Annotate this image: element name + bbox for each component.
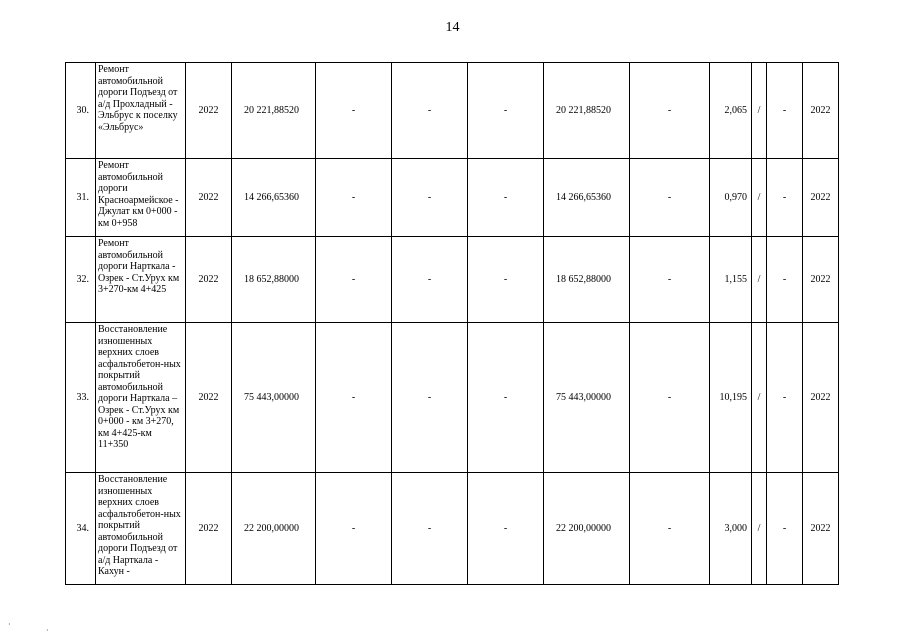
road-length-km-cell: 1,155 xyxy=(710,237,752,323)
road-name-cell: Восстановление изношенных верхних слоев асфальтобетон-ных покрытий автомобильной дороги Подъезд от а/д Нарткала - Кахун - xyxy=(96,473,186,585)
regional-amount-cell: 75 443,00000 xyxy=(544,323,630,473)
republic-funds-cell: - xyxy=(392,159,468,237)
table-body xyxy=(66,63,839,585)
republic-funds-cell: - xyxy=(392,63,468,159)
total-amount-cell: 22 200,00000 xyxy=(232,473,316,585)
start-year-cell: 2022 xyxy=(186,63,232,159)
local-funds-cell: - xyxy=(468,63,544,159)
republic-funds-cell: - xyxy=(392,473,468,585)
republic-funds-cell: - xyxy=(392,323,468,473)
end-year-cell: 2022 xyxy=(803,159,839,237)
row-number-cell: 34. xyxy=(66,473,96,585)
other-funds-cell: - xyxy=(630,63,710,159)
table-row xyxy=(66,323,839,473)
road-length-km-cell: 0,970 xyxy=(710,159,752,237)
total-amount-cell: 20 221,88520 xyxy=(232,63,316,159)
federal-funds-cell: - xyxy=(316,473,392,585)
other-funds-cell: - xyxy=(630,473,710,585)
extra-value-cell: - xyxy=(767,63,803,159)
extra-value-cell: - xyxy=(767,473,803,585)
road-name-cell: Ремонт автомобильной дороги Красноармейское - Джулат км 0+000 - км 0+958 xyxy=(96,159,186,237)
table-row xyxy=(66,237,839,323)
total-amount-cell: 75 443,00000 xyxy=(232,323,316,473)
row-number-cell: 31. xyxy=(66,159,96,237)
start-year-cell: 2022 xyxy=(186,473,232,585)
road-name-cell: Ремонт автомобильной дороги Подъезд от а/д Прохладный - Эльбрус к поселку «Эльбрус» xyxy=(96,63,186,159)
other-funds-cell: - xyxy=(630,159,710,237)
start-year-cell: 2022 xyxy=(186,159,232,237)
scan-dot: · xyxy=(46,626,49,635)
separator-cell: / xyxy=(752,63,767,159)
separator-cell: / xyxy=(752,159,767,237)
regional-amount-cell: 20 221,88520 xyxy=(544,63,630,159)
end-year-cell: 2022 xyxy=(803,323,839,473)
end-year-cell: 2022 xyxy=(803,473,839,585)
page-number: 14 xyxy=(445,20,460,35)
start-year-cell: 2022 xyxy=(186,323,232,473)
end-year-cell: 2022 xyxy=(803,63,839,159)
separator-cell: / xyxy=(752,473,767,585)
federal-funds-cell: - xyxy=(316,63,392,159)
republic-funds-cell: - xyxy=(392,237,468,323)
row-number-cell: 33. xyxy=(66,323,96,473)
local-funds-cell: - xyxy=(468,237,544,323)
total-amount-cell: 14 266,65360 xyxy=(232,159,316,237)
start-year-cell: 2022 xyxy=(186,237,232,323)
row-number-cell: 32. xyxy=(66,237,96,323)
separator-cell: / xyxy=(752,237,767,323)
separator-cell: / xyxy=(752,323,767,473)
extra-value-cell: - xyxy=(767,323,803,473)
local-funds-cell: - xyxy=(468,323,544,473)
table-row xyxy=(66,159,839,237)
regional-amount-cell: 22 200,00000 xyxy=(544,473,630,585)
local-funds-cell: - xyxy=(468,159,544,237)
other-funds-cell: - xyxy=(630,237,710,323)
federal-funds-cell: - xyxy=(316,237,392,323)
road-length-km-cell: 2,065 xyxy=(710,63,752,159)
end-year-cell: 2022 xyxy=(803,237,839,323)
table-row xyxy=(66,473,839,585)
federal-funds-cell: - xyxy=(316,323,392,473)
federal-funds-cell: - xyxy=(316,159,392,237)
road-length-km-cell: 3,000 xyxy=(710,473,752,585)
regional-amount-cell: 14 266,65360 xyxy=(544,159,630,237)
road-name-cell: Восстановление изношенных верхних слоев асфальтобетон-ных покрытий автомобильной дороги Нарткала – Озрек - Ст.Урух км 0+000 - км 3+270, км 4+425-км 11+350 xyxy=(96,323,186,473)
other-funds-cell: - xyxy=(630,323,710,473)
roads-table xyxy=(65,62,839,585)
table-row xyxy=(66,63,839,159)
scan-dot: · xyxy=(8,620,11,629)
road-name-cell: Ремонт автомобильной дороги Нарткала - Озрек - Ст.Урух км 3+270-км 4+425 xyxy=(96,237,186,323)
road-length-km-cell: 10,195 xyxy=(710,323,752,473)
row-number-cell: 30. xyxy=(66,63,96,159)
extra-value-cell: - xyxy=(767,159,803,237)
extra-value-cell: - xyxy=(767,237,803,323)
local-funds-cell: - xyxy=(468,473,544,585)
regional-amount-cell: 18 652,88000 xyxy=(544,237,630,323)
total-amount-cell: 18 652,88000 xyxy=(232,237,316,323)
